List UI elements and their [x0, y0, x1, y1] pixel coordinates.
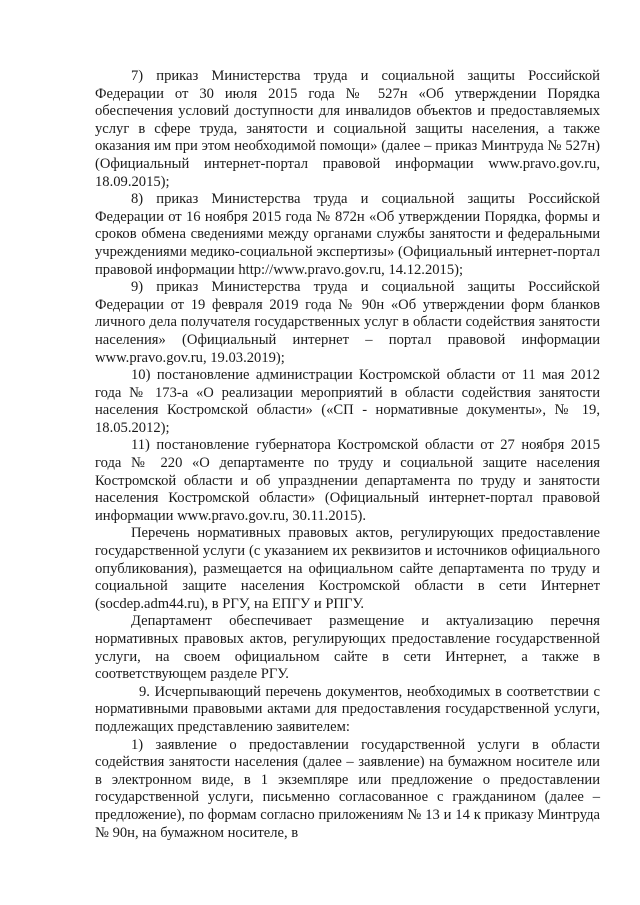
paragraph-item-8: 8) приказ Министерства труда и социальной защиты Российской Федерации от 16 ноября 2015 года № 872н «Об утверждении Порядка, формы и сроков обмена сведениями между органами службы занятости и федеральными учреждениями медико-социальной экспертизы» (Официальный интернет-портал правовой информации http://www.pravo.gov.ru, 14.12.2015); [95, 191, 600, 278]
paragraph-item-7: 7) приказ Министерства труда и социальной защиты Российской Федерации от 30 июля 2015 года № 527н «Об утверждении Порядка обеспечения условий доступности для инвалидов объектов и предоставляемых услуг в сфере труда, занятости и социальной защиты населения, а также оказания им при этом необходимой помощи» (далее – приказ Минтруда № 527н) (Официальный интернет-портал правовой информации www.pravo.gov.ru, 18.09.2015); [95, 68, 600, 190]
paragraph-item-10: 10) постановление администрации Костромской области от 11 мая 2012 года № 173-а «О реализации мероприятий в области содействия занятости населения Костромской области» («СП - нормативные документы», № 19, 18.05.2012); [95, 367, 600, 436]
document-body [95, 68, 600, 842]
paragraph-item-9: 9) приказ Министерства труда и социальной защиты Российской Федерации от 19 февраля 2019 года № 90н «Об утверждении форм бланков личного дела получателя государственных услуг в области содействия занятости населения» (Официальный интернет – портал правовой информации www.pravo.gov.ru, 19.03.2019); [95, 279, 600, 366]
paragraph-acts-list: Перечень нормативных правовых актов, регулирующих предоставление государственной услуги (с указанием их реквизитов и источников официального опубликования), размещается на официальном сайте департамента по труду и социальной защите населения Костромской области в сети Интернет (socdep.adm44.ru), в РГУ, на ЕПГУ и РПГУ. [95, 525, 600, 612]
paragraph-item-11: 11) постановление губернатора Костромской области от 27 ноября 2015 года № 220 «О департаменте по труду и социальной защите населения Костромской области и об упразднении департамента по труду и занятости населения Костромской области» (Официальный интернет-портал правовой информации www.pravo.gov.ru, 30.11.2015). [95, 437, 600, 524]
paragraph-subitem-1: 1) заявление о предоставлении государственной услуги в области содействия занятости населения (далее – заявление) на бумажном носителе или в электронном виде, в 1 экземпляре или предложение о предоставлении государственной услуги, письменно согласованное с гражданином (далее – предложение), по формам согласно приложениям № 13 и 14 к приказу Минтруда № 90н, на бумажном носителе, в [95, 736, 600, 841]
paragraph-department: Департамент обеспечивает размещение и актуализацию перечня нормативных правовых актов, регулирующих предоставление государственной услуги, на своем официальном сайте в сети Интернет, а также в соответствующем разделе РГУ. [95, 613, 600, 683]
paragraph-section-9: 9. Исчерпывающий перечень документов, необходимых в соответствии с нормативными правовыми актами для предоставления государственной услуги, подлежащих представлению заявителем: [95, 683, 600, 735]
